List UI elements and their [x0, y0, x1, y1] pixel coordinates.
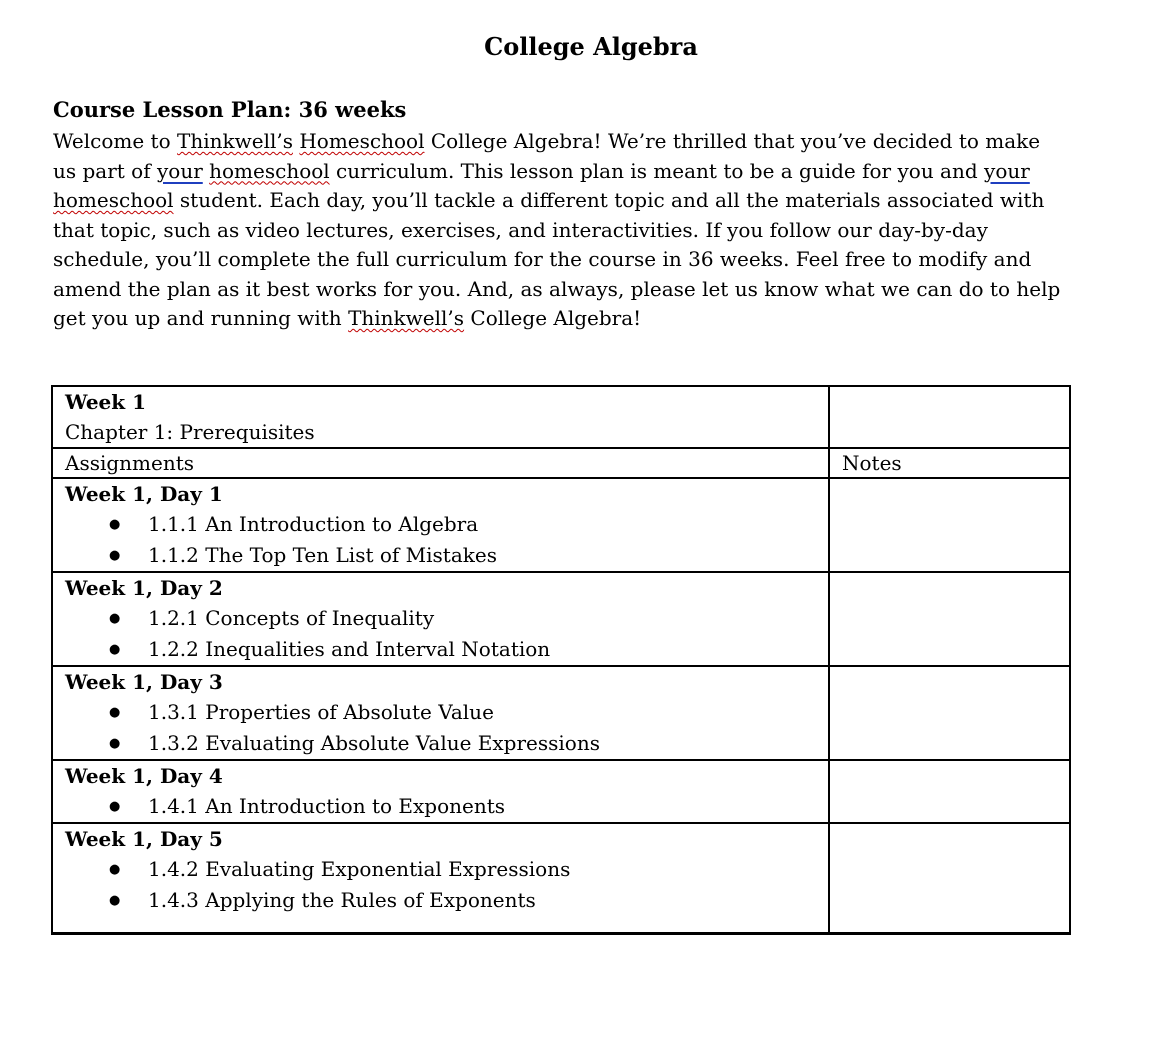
week-cell	[52, 386, 829, 448]
day-label: Week 1, Day 3	[65, 670, 223, 694]
day-cell	[52, 478, 829, 572]
intro-text: get you up and running with	[53, 306, 349, 330]
intro-line	[53, 127, 1113, 157]
assignment-item: ● 1.4.2 Evaluating Exponential Expressions	[65, 854, 828, 885]
spelling-flagged-word: Homeschool	[299, 129, 425, 153]
intro-text: student. Each day, you’ll tackle a different topic and all the materials associated with	[173, 188, 1045, 212]
assignment-list	[65, 854, 828, 916]
notes-header: Notes	[829, 448, 1070, 478]
intro-line	[53, 275, 1113, 305]
day-notes-cell	[829, 666, 1070, 760]
intro-text: College Algebra! We’re thrilled that you’ve decided to make	[424, 129, 1041, 153]
spelling-flagged-word: homeschool	[53, 188, 174, 212]
week-notes-cell	[829, 386, 1070, 448]
assignment-list	[65, 509, 828, 571]
grammar-flagged-word: your	[156, 158, 203, 183]
column-header-row	[52, 448, 1070, 478]
day-notes-cell	[829, 572, 1070, 666]
document-title: College Algebra	[484, 32, 698, 61]
intro-line	[53, 216, 1113, 246]
intro-text: us part of	[53, 158, 157, 183]
grammar-flagged-word: your	[984, 158, 1030, 183]
day-notes-cell	[829, 823, 1070, 934]
intro-line	[53, 157, 1113, 187]
assignment-list	[65, 697, 828, 759]
lesson-plan-table	[51, 385, 1071, 935]
day-row	[52, 823, 1070, 934]
spelling-flagged-word: Thinkwell’s	[177, 129, 293, 153]
lesson-plan-heading: Course Lesson Plan: 36 weeks	[53, 97, 407, 122]
week-header-row	[52, 386, 1070, 448]
day-row	[52, 666, 1070, 760]
day-cell	[52, 760, 829, 823]
day-label: Week 1, Day 2	[65, 576, 223, 600]
intro-text: Welcome to	[53, 129, 177, 153]
intro-text: amend the plan as it best works for you. And, as always, please let us know what we can do to help	[53, 276, 1061, 301]
day-label: Week 1, Day 5	[65, 827, 223, 851]
day-label: Week 1, Day 4	[65, 764, 223, 788]
spelling-flagged-word: Thinkwell’s	[348, 306, 465, 330]
week-label: Week 1	[65, 390, 147, 414]
assignment-item: ● 1.3.2 Evaluating Absolute Value Expressions	[65, 728, 828, 759]
chapter-label: Chapter 1: Prerequisites	[65, 420, 315, 444]
day-cell	[52, 666, 829, 760]
day-label: Week 1, Day 1	[65, 482, 223, 506]
day-cell	[52, 572, 829, 666]
day-row	[52, 478, 1070, 572]
assignment-item: ● 1.3.1 Properties of Absolute Value	[65, 697, 828, 728]
intro-text: that topic, such as video lectures, exercises, and interactivities. If you follow our day-by-day	[53, 217, 988, 242]
assignment-item: ● 1.1.1 An Introduction to Algebra	[65, 509, 828, 540]
intro-text: curriculum. This lesson plan is meant to be a guide for you and	[329, 158, 985, 183]
day-row	[52, 760, 1070, 823]
assignment-item: ● 1.1.2 The Top Ten List of Mistakes	[65, 540, 828, 571]
assignment-list	[65, 791, 828, 822]
assignment-list	[65, 603, 828, 665]
intro-line	[53, 304, 1113, 334]
spelling-flagged-word: homeschool	[209, 158, 330, 183]
assignments-header: Assignments	[52, 448, 829, 478]
intro-line	[53, 245, 1113, 275]
intro-text: schedule, you’ll complete the full curriculum for the course in 36 weeks. Feel free to modify and	[53, 247, 1032, 271]
intro-paragraph	[53, 127, 1113, 334]
assignment-item: ● 1.2.2 Inequalities and Interval Notation	[65, 634, 828, 665]
intro-text: College Algebra!	[464, 306, 642, 330]
intro-line	[53, 186, 1113, 216]
day-notes-cell	[829, 760, 1070, 823]
assignment-item: ● 1.4.3 Applying the Rules of Exponents	[65, 885, 828, 916]
day-cell	[52, 823, 829, 934]
day-row	[52, 572, 1070, 666]
assignment-item: ● 1.4.1 An Introduction to Exponents	[65, 791, 828, 822]
assignment-item: ● 1.2.1 Concepts of Inequality	[65, 603, 828, 634]
day-notes-cell	[829, 478, 1070, 572]
